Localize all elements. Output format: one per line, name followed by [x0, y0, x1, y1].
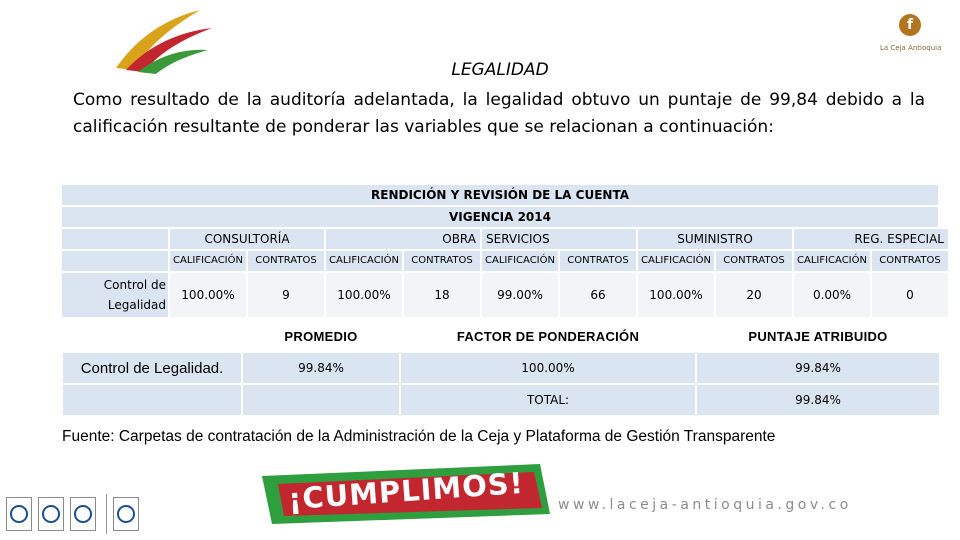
- total-label: TOTAL:: [400, 384, 696, 416]
- facebook-icon[interactable]: f: [899, 14, 921, 36]
- subheader-contratos: CONTRATOS: [248, 251, 324, 271]
- total-value: 99.84%: [696, 384, 940, 416]
- value-cell: 66: [560, 273, 636, 317]
- certification-icon: [70, 497, 96, 531]
- row-label-line1: Control de: [103, 278, 166, 292]
- subheader-calificacion: CALIFICACIÓN: [638, 251, 714, 271]
- scoring-table: [62, 320, 940, 416]
- blank-cell: [62, 320, 242, 352]
- subheader-calificacion: CALIFICACIÓN: [482, 251, 558, 271]
- value-cell: 100.00%: [638, 273, 714, 317]
- category-obra: OBRA: [326, 229, 480, 249]
- blank-cell: [62, 384, 242, 416]
- subheader-calificacion: CALIFICACIÓN: [794, 251, 870, 271]
- value-cell: 100.00%: [326, 273, 402, 317]
- puntaje-value: 99.84%: [696, 352, 940, 384]
- blank-cell: [242, 384, 400, 416]
- value-cell: 0.00%: [794, 273, 870, 317]
- website-url[interactable]: www.laceja-antioquia.gov.co: [558, 497, 852, 513]
- scoring-header-row: [62, 320, 940, 352]
- subheader-calificacion: CALIFICACIÓN: [170, 251, 246, 271]
- corner-cell: [62, 251, 168, 271]
- value-cell: 0: [872, 273, 948, 317]
- row-header: [62, 273, 168, 317]
- section-title: LEGALIDAD: [451, 60, 549, 80]
- scoring-data-row: [62, 352, 940, 384]
- value-cell: 100.00%: [170, 273, 246, 317]
- value-cell: 99.00%: [482, 273, 558, 317]
- subheader-contratos: CONTRATOS: [404, 251, 480, 271]
- table-title: RENDICIÓN Y REVISIÓN DE LA CUENTA: [62, 185, 938, 205]
- values-row: [62, 273, 938, 317]
- corner-cell: [62, 229, 168, 249]
- category-suministro: SUMINISTRO: [638, 229, 792, 249]
- subheader-calificacion: CALIFICACIÓN: [326, 251, 402, 271]
- town-name: La Ceja Antioquia: [880, 44, 942, 52]
- scoring-row-label: Control de Legalidad.: [62, 352, 242, 384]
- source-note: Fuente: Carpetas de contratación de la Administración de la Ceja y Plataforma de Gestión Transparente: [62, 428, 776, 445]
- factor-value: 100.00%: [400, 352, 696, 384]
- divider: [106, 494, 107, 534]
- value-cell: 20: [716, 273, 792, 317]
- subheader-contratos: CONTRATOS: [716, 251, 792, 271]
- intro-paragraph: Como resultado de la auditoría adelantada, la legalidad obtuvo un puntaje de 99,84 debido a la calificación resultante de ponderar las variables que se relacionan a continuación:: [73, 90, 925, 137]
- promedio-value: 99.84%: [242, 352, 400, 384]
- audit-table: [62, 185, 944, 317]
- banner-text: ¡CUMPLIMOS!: [287, 465, 525, 517]
- certification-logos: [6, 494, 139, 534]
- subheader-contratos: CONTRATOS: [872, 251, 948, 271]
- scoring-total-row: [62, 384, 940, 416]
- value-cell: 9: [248, 273, 324, 317]
- value-cell: 18: [404, 273, 480, 317]
- table-subtitle: VIGENCIA 2014: [62, 207, 938, 227]
- social-block: [880, 14, 940, 58]
- certification-icon: [38, 497, 64, 531]
- category-consultoria: CONSULTORÍA: [170, 229, 324, 249]
- certification-icon: [113, 497, 139, 531]
- subheader-row: [62, 251, 941, 271]
- category-row: [62, 229, 944, 249]
- col-puntaje: PUNTAJE ATRIBUIDO: [748, 328, 888, 344]
- certification-icon: [6, 497, 32, 531]
- category-servicios: SERVICIOS: [482, 229, 636, 249]
- row-label-line2: Legalidad: [107, 298, 166, 312]
- col-promedio: PROMEDIO: [284, 328, 358, 344]
- col-factor: FACTOR DE PONDERACIÓN: [456, 328, 640, 344]
- subheader-contratos: CONTRATOS: [560, 251, 636, 271]
- category-reg-especial: REG. ESPECIAL: [794, 229, 948, 249]
